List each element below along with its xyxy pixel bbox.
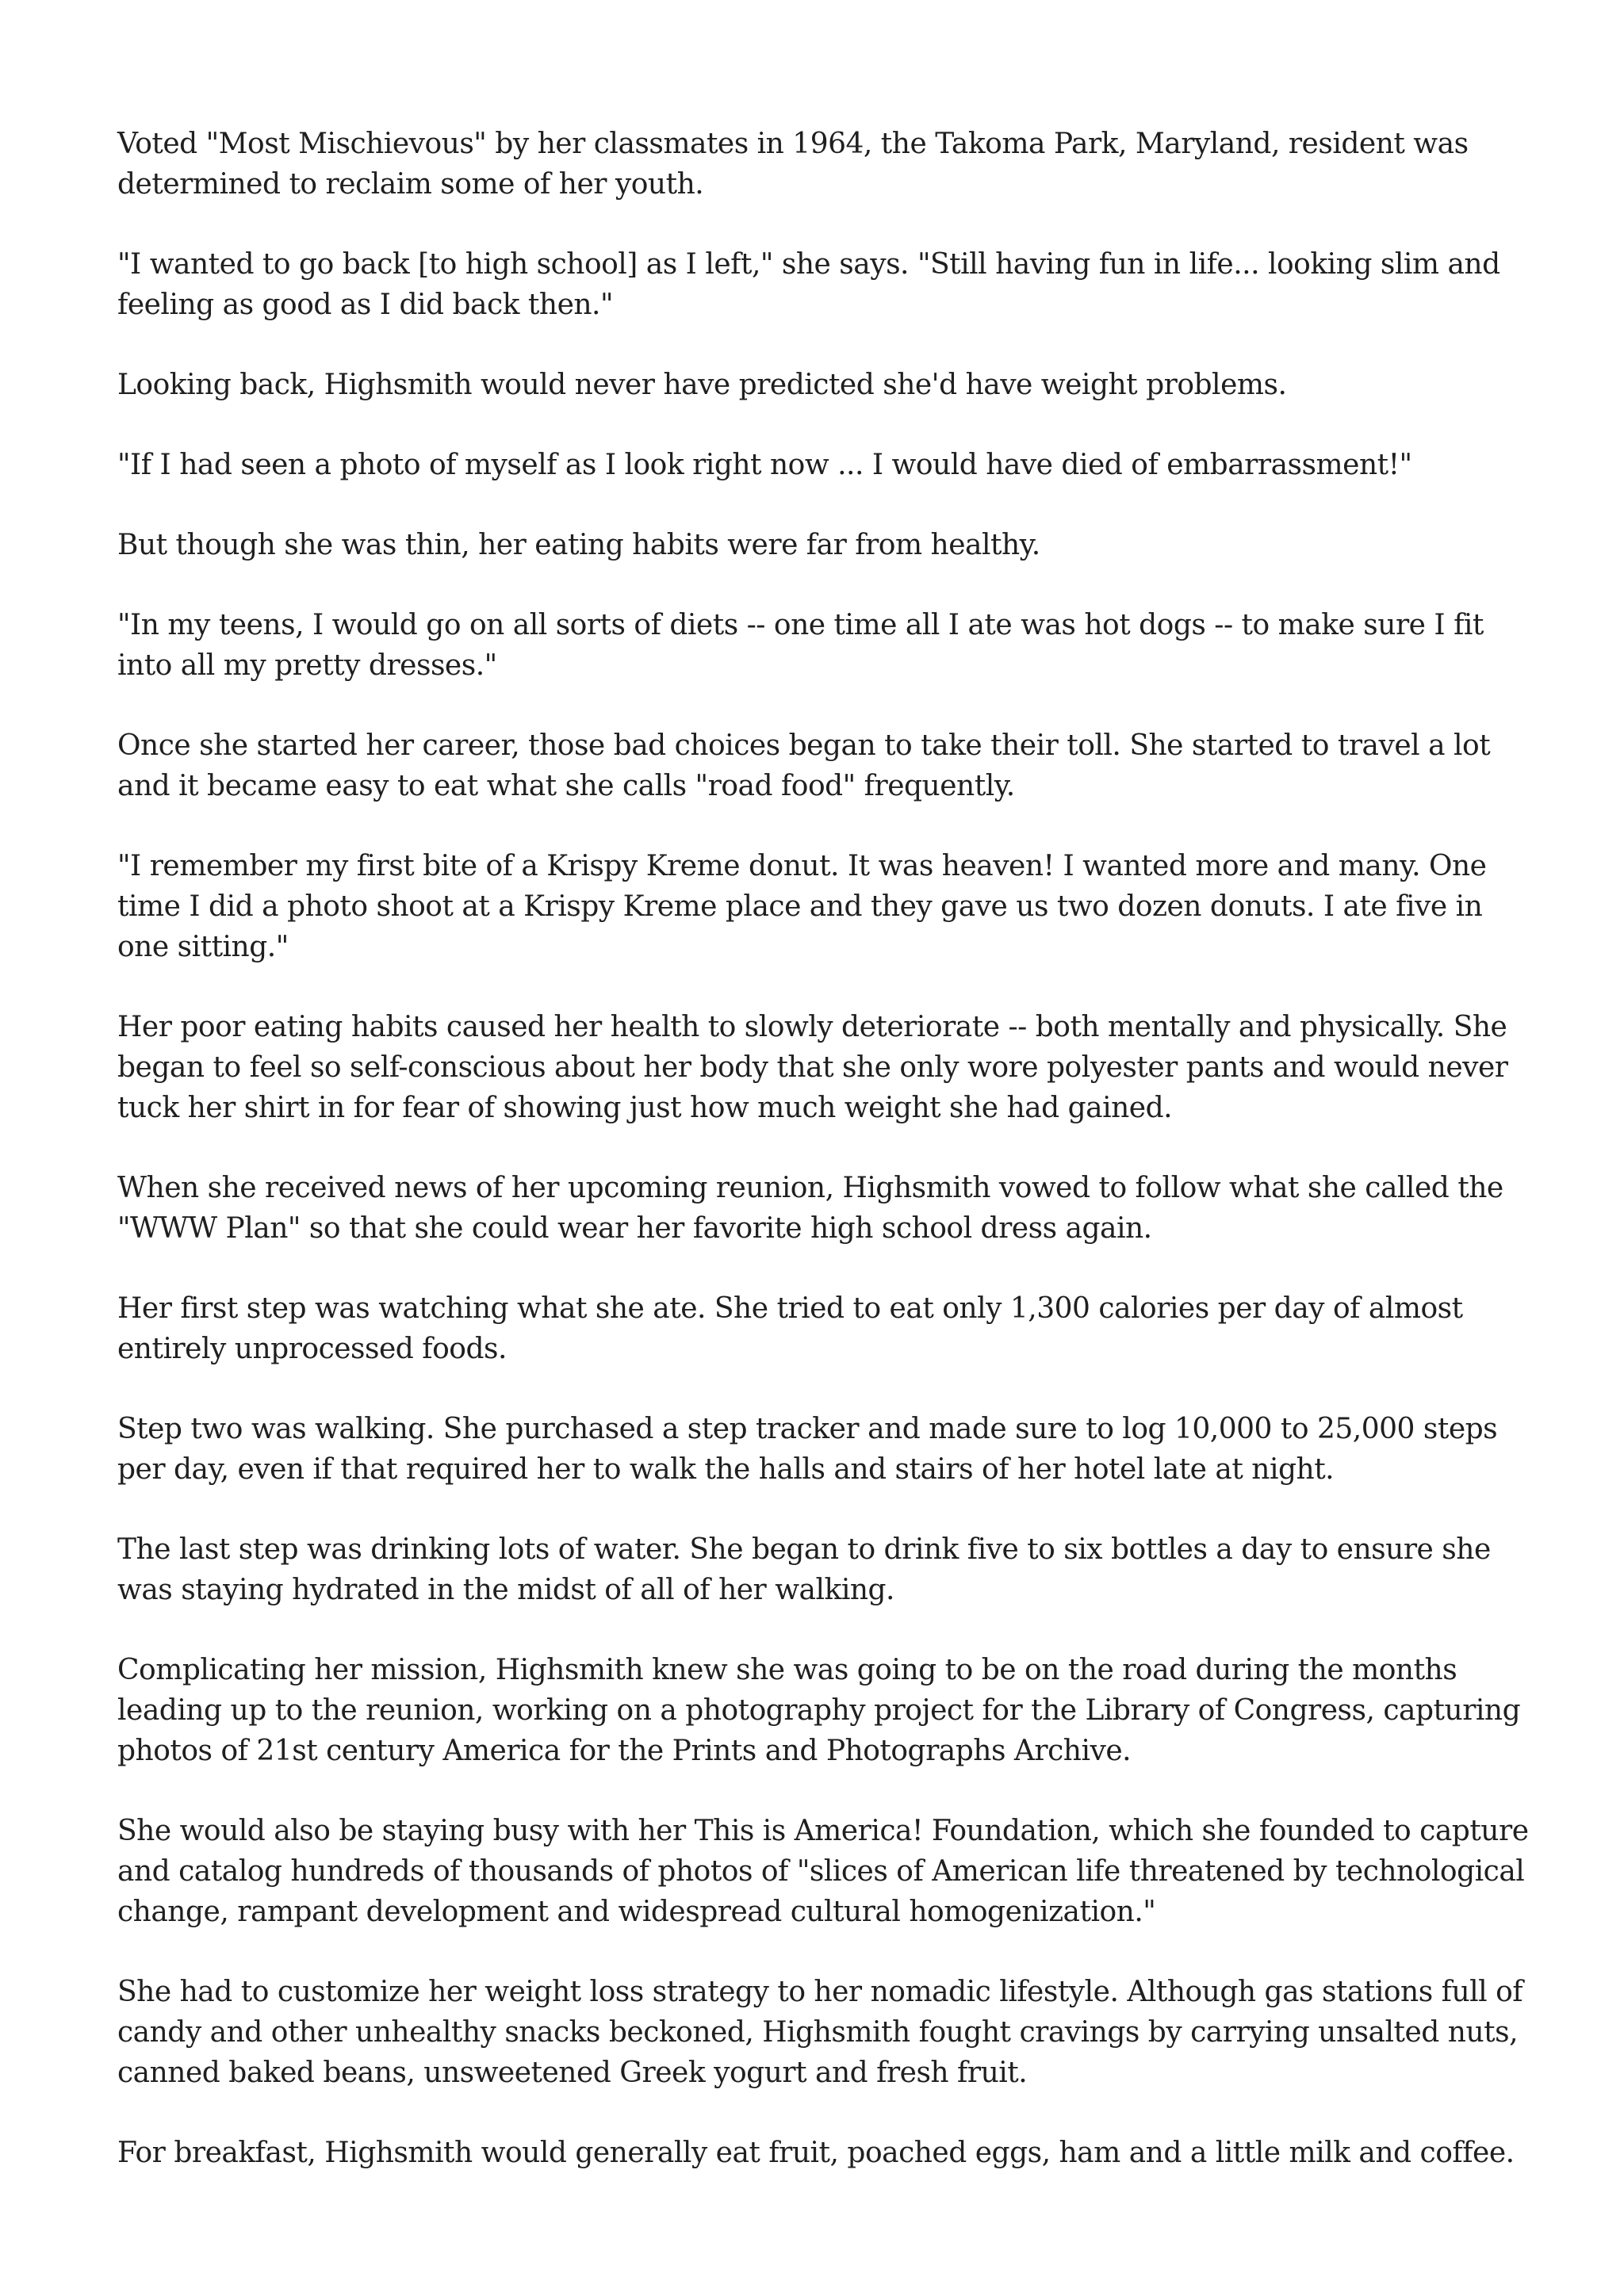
- article-paragraph: Once she started her career, those bad choices began to take their toll. She started to travel a lot and it became easy to eat what she calls "road food" frequently.: [117, 729, 1491, 802]
- article-paragraph: The last step was drinking lots of water. She began to drink five to six bottles a day to ensure she was staying hydrated in the midst of all of her walking.: [117, 1533, 1491, 1606]
- article-paragraph: She would also be staying busy with her This is America! Foundation, which she founded to capture and catalog hundreds of thousands of photos of "slices of American life threatened by technological change, rampant development and widespread cultural homogenization.": [117, 1815, 1529, 1928]
- article-paragraph: When she received news of her upcoming reunion, Highsmith vowed to follow what she called the "WWW Plan" so that she could wear her favorite high school dress again.: [117, 1172, 1503, 1245]
- article-paragraph: Step two was walking. She purchased a step tracker and made sure to log 10,000 to 25,000 steps per day, even if that required her to walk the halls and stairs of her hotel late at night.: [117, 1413, 1498, 1486]
- article-paragraph: She had to customize her weight loss strategy to her nomadic lifestyle. Although gas stations full of candy and other unhealthy snacks beckoned, Highsmith fought cravings by carrying unsalted nuts, canned baked beans, unsweetened Greek yogurt and fresh fruit.: [117, 1976, 1523, 2089]
- article-paragraph: Her poor eating habits caused her health to slowly deteriorate -- both mentally and physically. She began to feel so self-conscious about her body that she only wore polyester pants and would never tuck her shirt in for fear of showing just how much weight she had gained.: [117, 1011, 1508, 1124]
- article-paragraph: Voted "Most Mischievous" by her classmates in 1964, the Takoma Park, Maryland, resident was determined to reclaim some of her youth.: [117, 128, 1469, 201]
- article-paragraph: "In my teens, I would go on all sorts of diets -- one time all I ate was hot dogs -- to make sure I fit into all my pretty dresses.": [117, 609, 1484, 682]
- article-paragraph: But though she was thin, her eating habits were far from healthy.: [117, 529, 1040, 561]
- article-paragraph: Complicating her mission, Highsmith knew she was going to be on the road during the months leading up to the reunion, working on a photography project for the Library of Congress, capturing photos of 21st century America for the Prints and Photographs Archive.: [117, 1654, 1521, 1767]
- article-body: [117, 124, 1529, 2173]
- article-paragraph: "I remember my first bite of a Krispy Kreme donut. It was heaven! I wanted more and many. One time I did a photo shoot at a Krispy Kreme place and they gave us two dozen donuts. I ate five in one sitting.": [117, 850, 1487, 963]
- article-paragraph: "If I had seen a photo of myself as I look right now ... I would have died of embarrassment!": [117, 449, 1412, 481]
- article-paragraph: For breakfast, Highsmith would generally eat fruit, poached eggs, ham and a little milk and coffee.: [117, 2137, 1515, 2169]
- article-paragraph: Her first step was watching what she ate. She tried to eat only 1,300 calories per day of almost entirely unprocessed foods.: [117, 1292, 1463, 1365]
- article-paragraph: "I wanted to go back [to high school] as I left," she says. "Still having fun in life... looking slim and feeling as good as I did back then.": [117, 248, 1500, 321]
- article-paragraph: Looking back, Highsmith would never have predicted she'd have weight problems.: [117, 369, 1287, 401]
